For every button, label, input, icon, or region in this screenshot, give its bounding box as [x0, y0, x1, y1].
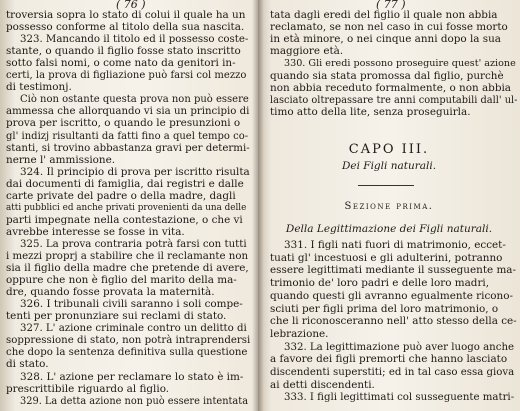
chapter-title: CAPO III.: [348, 142, 430, 157]
text-line: tata dagli eredi del figlio il quale non abbia: [270, 9, 498, 21]
chapter-subtitle: Dei Figli naturali.: [341, 160, 437, 172]
text-line: essere legittimati mediante il susseguente ma-: [270, 264, 517, 277]
text-line: lasciato oltrepassare tre anni computabili dall' ul-: [270, 94, 518, 106]
text-line: trimonio de' loro padri e delle loro madri,: [270, 277, 490, 290]
text-line: possesso conforme al titolo della sua nascita.: [6, 21, 245, 34]
text-line: dre, quando fosse provata la maternità.: [6, 286, 215, 299]
text-line: sciuti per figli prima del loro matrimonio, o: [270, 302, 499, 315]
text-line: 326. I tribunali civili saranno i soli compe-: [20, 298, 243, 311]
text-line: sia il figlio della madre che pretende di avere,: [6, 262, 249, 275]
text-line: i mezzi proprj a stabilire che il reclamante non: [6, 251, 249, 262]
text-line: 324. Il principio di prova per iscritto risulta: [20, 165, 250, 178]
text-line: 327. L' azione criminale contro un delitto di: [20, 323, 247, 335]
text-line: che dopo la sentenza definitiva sulla questione: [6, 347, 248, 359]
text-line: stante, o quando il figlio fosse stato inscritto: [6, 45, 241, 58]
text-line: timo atto della lite, senza proseguirla.: [270, 105, 471, 118]
text-line: certi, la prova di figliazione può farsi col mezzo: [6, 70, 247, 82]
text-line: 329. La detta azione non può essere intentata: [20, 395, 249, 407]
text-line: 333. I figli legittimati col susseguente matri-: [284, 392, 515, 404]
text-line: in età minore, o nei cinque anni dopo la sua: [270, 33, 502, 46]
text-line: avrebbe interesse se fosse in vita.: [6, 225, 185, 238]
text-line: tuati gl' incestuosi e gli adulterini, potranno: [270, 251, 503, 264]
text-line: 330. Gli eredi possono proseguire quest' azione: [284, 58, 516, 70]
text-line: prescrittibile riguardo al figlio.: [6, 382, 170, 395]
text-line: ai detti discendenti.: [270, 378, 375, 391]
text-line: sotto falsi nomi, o come nato da genitori in-: [6, 57, 236, 70]
text-line: stanti, si trovino abbastanza gravi per determi-: [6, 142, 250, 154]
left-page: [0, 0, 258, 411]
text-line: 332. La legittimazione può aver luogo anche: [284, 341, 515, 353]
text-line: di testimonj.: [6, 81, 72, 94]
text-line: quando questi gli avranno egualmente ricono-: [270, 289, 513, 302]
text-line: soppressione di stato, non potrà intraprendersi: [6, 335, 251, 347]
text-line: lebrazione.: [270, 327, 329, 340]
text-line: Ciò non ostante questa prova non può essere: [20, 94, 249, 106]
text-line: a favore dei figli premorti che hanno lasciato: [270, 353, 508, 366]
text-line: oppure che non è figlio del marito della ma-: [6, 274, 237, 287]
text-line: reclamato, se non nel caso in cui fosse morto: [270, 21, 508, 34]
text-line: nerne l' ammissione.: [6, 153, 116, 166]
text-line: 328. L' azione per reclamare lo stato è im-: [20, 370, 244, 383]
text-line: 325. La prova contraria potrà farsi con tutti: [20, 238, 247, 250]
text-line: maggiore età.: [270, 45, 344, 58]
text-line: discendenti superstiti; ed in tal caso essa giova: [270, 367, 515, 378]
text-line: di stato.: [6, 358, 49, 371]
text-line: parti impegnate nella contestazione, o che vi: [6, 213, 243, 226]
text-line: dai documenti di famiglia, dai registri e dalle: [6, 177, 244, 190]
text-line: gl' indizj risultanti da fatti fino a quel tempo co-: [6, 130, 249, 142]
text-line: che li riconosceranno nell' atto stesso della ce-: [270, 315, 517, 328]
page-number-left: ( 76 ): [116, 0, 146, 11]
text-line: ammessa che allorquando vi sia un principio di: [6, 106, 250, 118]
text-line: 331. I figli nati fuori di matrimonio, eccet-: [284, 239, 506, 251]
page-number-right: ( 77 ): [376, 0, 406, 11]
text-line: prova per iscritto, o quando le presunzioni o: [6, 117, 241, 130]
section-subtitle: Della Legittimazione dei Figli naturali.: [285, 223, 493, 235]
section-divider: [358, 185, 414, 186]
right-page: [258, 0, 520, 411]
text-line: non abbia receduto formalmente, o non abbia: [270, 81, 512, 94]
text-line: troversia sopra lo stato di colui il quale ha un: [6, 9, 246, 21]
text-line: atti pubblici ed anche privati provenienti da una delle: [6, 202, 247, 213]
book-gutter: [252, 0, 264, 411]
text-line: tenti per pronunziare sui reclami di stato.: [6, 310, 227, 323]
section-title: Sezione prima.: [344, 201, 434, 212]
text-line: 323. Mancando il titolo ed il possesso coste-: [20, 34, 249, 46]
text-line: quando sia stata promossa dal figlio, purchè: [270, 69, 504, 82]
text-line: carte private del padre o della madre, dagli: [6, 189, 236, 202]
